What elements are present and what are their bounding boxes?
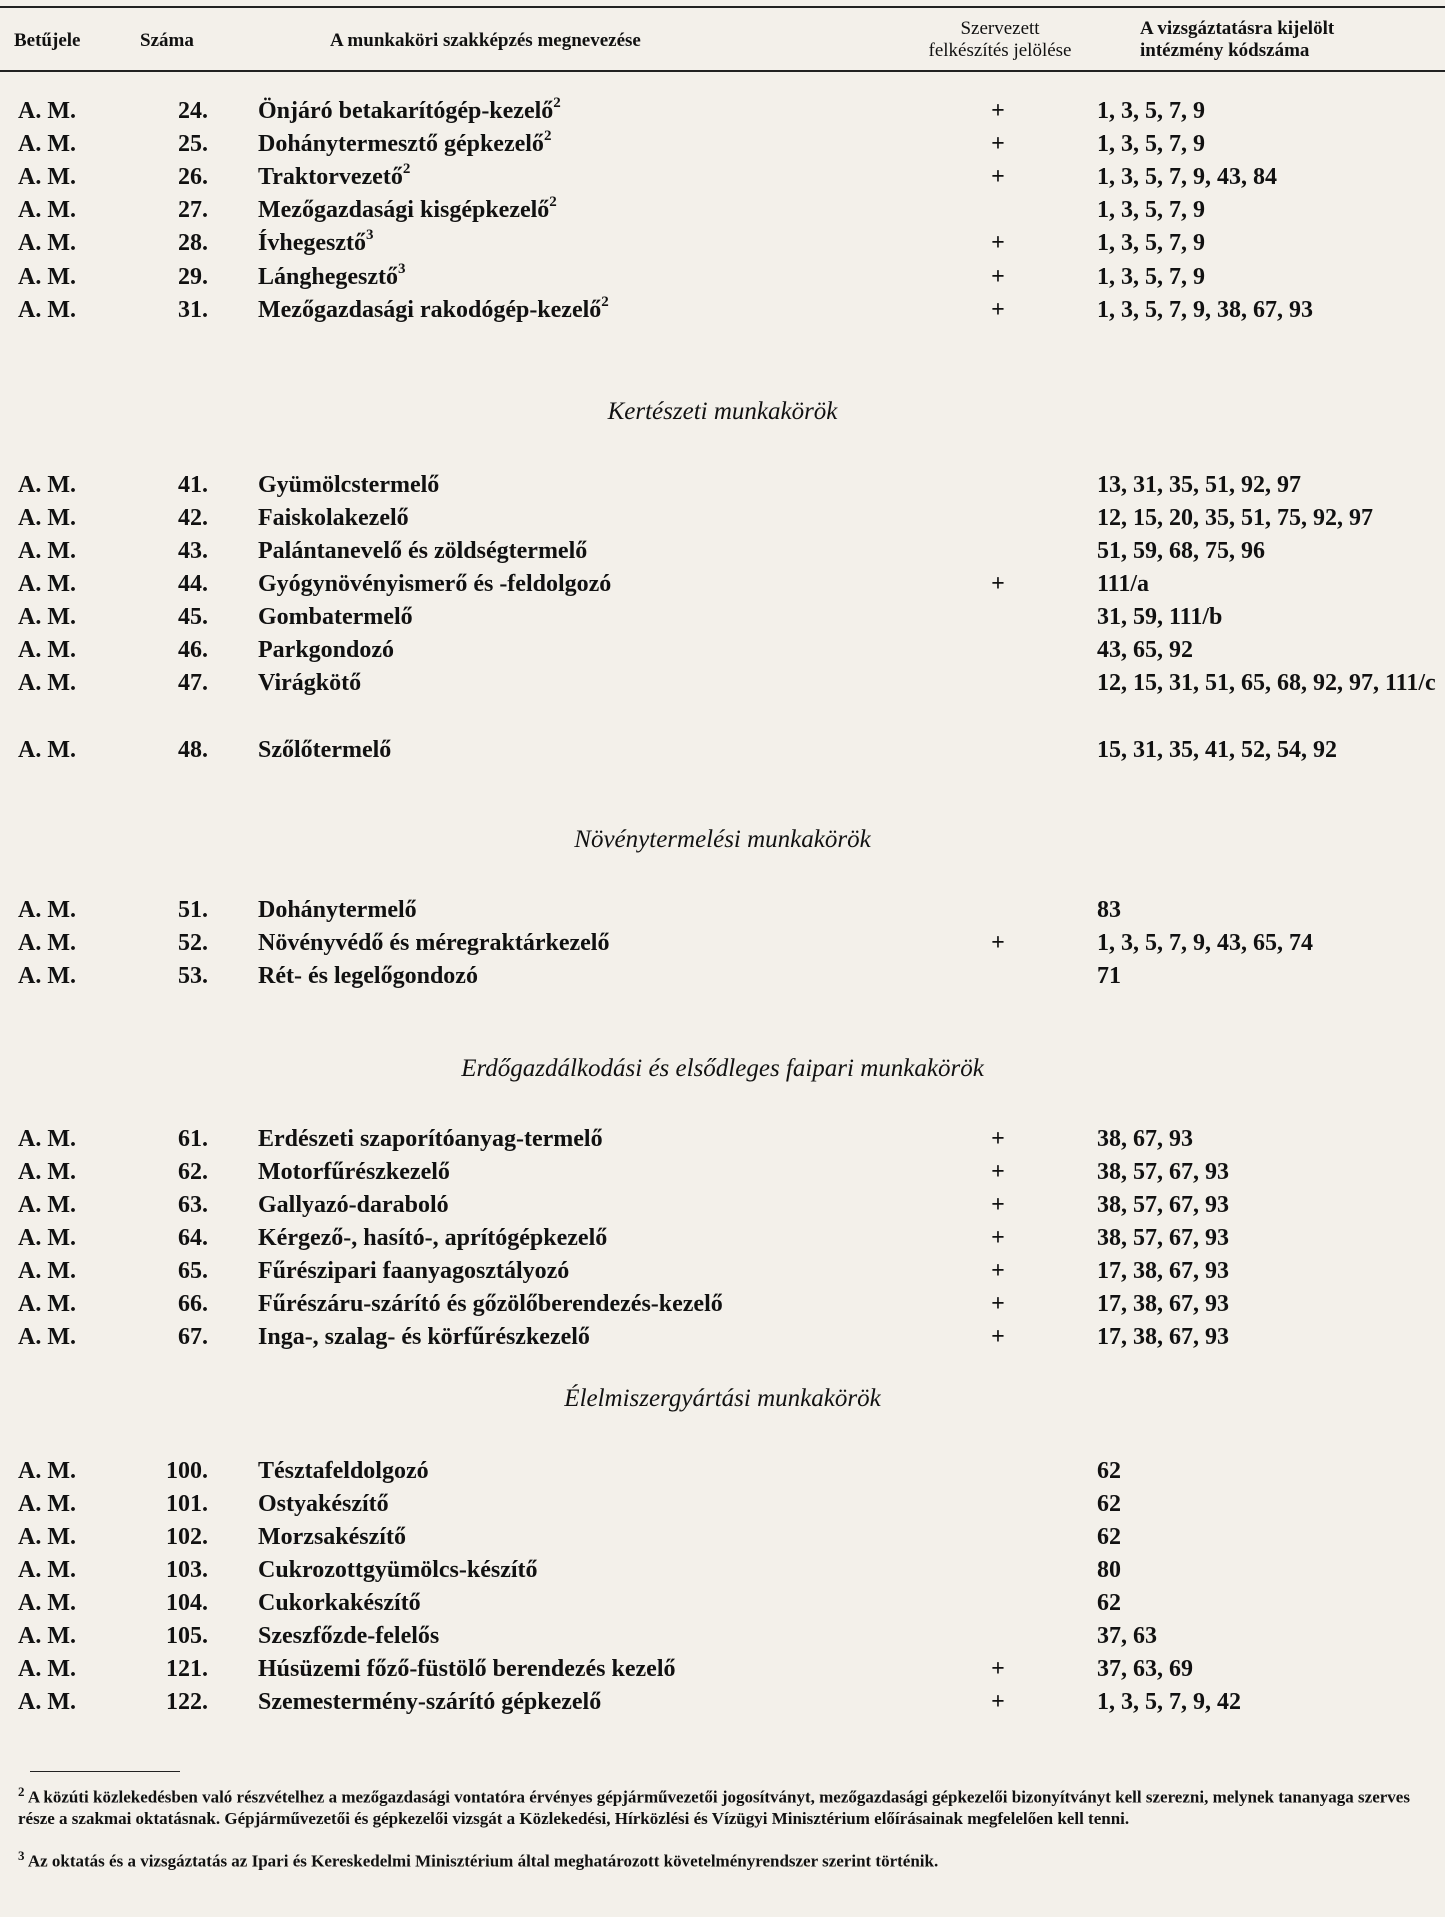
row-number: 62. <box>178 1159 208 1185</box>
row-institutions: 62 <box>1097 1458 1121 1484</box>
footnote-rule <box>30 1771 180 1772</box>
row-code: A. M. <box>18 1623 76 1649</box>
header-intezmeny-line1: A vizsgáztatásra kijelölt <box>1140 18 1335 39</box>
table-row <box>0 735 1445 765</box>
row-name: Dohánytermelő <box>258 897 417 923</box>
footnote-item <box>18 1845 1427 1872</box>
row-code: A. M. <box>18 98 76 124</box>
row-name-cell <box>258 96 561 126</box>
table-row <box>0 228 1445 258</box>
row-name-cell <box>258 635 394 665</box>
row-code: A. M. <box>18 963 76 989</box>
table-row <box>0 635 1445 665</box>
table-row <box>0 129 1445 159</box>
row-plus-mark: + <box>991 131 1005 157</box>
row-institutions: 17, 38, 67, 93 <box>1097 1258 1229 1284</box>
header-intezmeny <box>1140 18 1410 62</box>
row-institutions: 17, 38, 67, 93 <box>1097 1291 1229 1317</box>
row-code: A. M. <box>18 1590 76 1616</box>
row-name: Lánghegesztő <box>258 264 398 290</box>
row-plus-mark: + <box>991 1689 1005 1715</box>
table-row <box>0 1555 1445 1585</box>
row-institutions: 12, 15, 31, 51, 65, 68, 92, 97, 111/c <box>1097 670 1436 696</box>
footnote-mark: 2 <box>18 1784 25 1799</box>
row-number: 47. <box>178 670 208 696</box>
row-number: 42. <box>178 505 208 531</box>
row-number: 64. <box>178 1225 208 1251</box>
header-betujel: Betűjele <box>14 30 81 51</box>
row-name: Motorfűrészkezelő <box>258 1159 450 1185</box>
row-institutions: 38, 57, 67, 93 <box>1097 1225 1229 1251</box>
row-name: Szőlőtermelő <box>258 737 392 763</box>
row-code: A. M. <box>18 1689 76 1715</box>
row-name: Cukorkakészítő <box>258 1590 421 1616</box>
row-name-cell <box>258 1223 607 1253</box>
row-number: 29. <box>178 264 208 290</box>
row-plus-mark: + <box>991 1258 1005 1284</box>
row-institutions: 13, 31, 35, 51, 92, 97 <box>1097 472 1301 498</box>
row-name: Tésztafeldolgozó <box>258 1458 429 1484</box>
table-row <box>0 1687 1445 1717</box>
row-institutions: 37, 63 <box>1097 1623 1157 1649</box>
row-institutions: 1, 3, 5, 7, 9 <box>1097 197 1205 223</box>
row-code: A. M. <box>18 1159 76 1185</box>
footnote-ref: 3 <box>398 261 406 277</box>
row-plus-mark: + <box>991 264 1005 290</box>
table-row <box>0 1157 1445 1187</box>
row-name-cell <box>258 295 609 325</box>
row-name: Szemestermény-szárító gépkezelő <box>258 1689 602 1715</box>
row-name: Parkgondozó <box>258 637 395 663</box>
row-plus-mark: + <box>991 98 1005 124</box>
row-institutions: 71 <box>1097 963 1121 989</box>
row-number: 103. <box>166 1557 208 1583</box>
footnote-ref: 3 <box>365 227 374 243</box>
row-name-cell <box>258 1124 603 1154</box>
row-number: 102. <box>166 1524 208 1550</box>
row-plus-mark: + <box>991 297 1005 323</box>
row-name-cell <box>258 569 611 599</box>
row-name: Morzsakészítő <box>258 1524 406 1550</box>
header-megnevezes: A munkaköri szakképzés megnevezése <box>330 30 641 51</box>
row-plus-mark: + <box>991 571 1005 597</box>
row-plus-mark: + <box>991 1126 1005 1152</box>
row-number: 31. <box>178 297 208 323</box>
section-title: Élelmiszergyártási munkakörök <box>564 1385 881 1412</box>
table-row <box>0 1489 1445 1519</box>
footnote-ref: 2 <box>601 294 609 310</box>
row-code: A. M. <box>18 1458 76 1484</box>
row-name-cell <box>258 1555 538 1585</box>
table-row <box>0 1190 1445 1220</box>
table-row <box>0 262 1445 292</box>
row-number: 121. <box>166 1656 208 1682</box>
row-number: 45. <box>178 604 208 630</box>
section-title: Kertészeti munkakörök <box>607 398 838 425</box>
table-row <box>0 1522 1445 1552</box>
header-szama: Száma <box>140 30 194 51</box>
table-row <box>0 1621 1445 1651</box>
row-name: Gyümölcstermelő <box>258 472 440 498</box>
row-institutions: 31, 59, 111/b <box>1097 604 1223 630</box>
row-name-cell <box>258 162 410 192</box>
row-number: 100. <box>166 1458 208 1484</box>
row-name-cell <box>258 668 361 698</box>
row-code: A. M. <box>18 230 76 256</box>
row-name-cell <box>258 1654 675 1684</box>
footnote-mark: 3 <box>18 1848 25 1863</box>
row-name: Palántanevelő és zöldségtermelő <box>258 538 588 564</box>
row-institutions: 1, 3, 5, 7, 9 <box>1097 230 1205 256</box>
table-row <box>0 96 1445 126</box>
row-number: 53. <box>178 963 208 989</box>
row-name: Gallyazó-daraboló <box>258 1192 449 1218</box>
row-name-cell <box>258 1157 450 1187</box>
header-szervezett-line2: felkészítés jelölése <box>928 40 1072 61</box>
row-code: A. M. <box>18 297 76 323</box>
table-header <box>0 8 1445 68</box>
row-code: A. M. <box>18 197 76 223</box>
row-institutions: 62 <box>1097 1590 1121 1616</box>
table-row <box>0 895 1445 925</box>
row-code: A. M. <box>18 1291 76 1317</box>
table-row <box>0 1256 1445 1286</box>
row-name: Inga-, szalag- és körfűrészkezelő <box>258 1324 590 1350</box>
row-institutions: 15, 31, 35, 41, 52, 54, 92 <box>1097 737 1337 763</box>
row-institutions: 1, 3, 5, 7, 9, 43, 65, 74 <box>1097 930 1313 956</box>
row-name-cell <box>258 602 413 632</box>
row-name: Fűrészáru-szárító és gőzölőberendezés-kezelő <box>258 1291 723 1317</box>
table-row <box>0 1588 1445 1618</box>
row-name-cell <box>258 1190 449 1220</box>
table-row <box>0 668 1445 698</box>
row-code: A. M. <box>18 1225 76 1251</box>
row-code: A. M. <box>18 1524 76 1550</box>
row-institutions: 1, 3, 5, 7, 9, 38, 67, 93 <box>1097 297 1313 323</box>
row-number: 41. <box>178 472 208 498</box>
header-intezmeny-line2: intézmény kódszáma <box>1140 40 1310 61</box>
row-institutions: 1, 3, 5, 7, 9, 42 <box>1097 1689 1241 1715</box>
row-plus-mark: + <box>991 930 1005 956</box>
row-institutions: 62 <box>1097 1524 1121 1550</box>
row-number: 27. <box>178 197 208 223</box>
footnote-item <box>18 1781 1427 1829</box>
row-name-cell <box>258 470 439 500</box>
row-institutions: 17, 38, 67, 93 <box>1097 1324 1229 1350</box>
row-number: 24. <box>178 98 208 124</box>
footnote-text: A közúti közlekedésben való részvételhez a mezőgazdasági vontatóra érvényes gépjárművezetői jogosítványt, mezőgazdasági gépkezelői bizonyítványt kell szerezni, melynek tananyaga szerves része a szakmai oktatásnak. Gépjárművezetői és gépkezelői vizsgát a Közlekedési, Hírközlési és Vízügyi Minisztérium előírásainak megfelelően kell tenni. <box>18 1787 1410 1828</box>
row-code: A. M. <box>18 264 76 290</box>
row-name-cell <box>258 1256 569 1286</box>
table-row <box>0 1654 1445 1684</box>
row-number: 52. <box>178 930 208 956</box>
row-institutions: 1, 3, 5, 7, 9 <box>1097 98 1205 124</box>
row-code: A. M. <box>18 472 76 498</box>
row-number: 48. <box>178 737 208 763</box>
row-number: 105. <box>166 1623 208 1649</box>
row-code: A. M. <box>18 1656 76 1682</box>
row-code: A. M. <box>18 637 76 663</box>
row-number: 43. <box>178 538 208 564</box>
row-name: Önjáró betakarítógép-kezelő <box>258 98 554 124</box>
header-szervezett-line1: Szervezett <box>960 18 1040 39</box>
row-name-cell <box>258 1489 389 1519</box>
section-title: Erdőgazdálkodási és elsődleges faipari munkakörök <box>461 1055 984 1082</box>
row-name: Faiskolakezelő <box>258 505 409 531</box>
row-plus-mark: + <box>991 1291 1005 1317</box>
row-code: A. M. <box>18 131 76 157</box>
footnote-ref: 2 <box>549 194 557 210</box>
row-name-cell <box>258 1289 723 1319</box>
row-name-cell <box>258 262 406 292</box>
row-name-cell <box>258 895 417 925</box>
table-row <box>0 569 1445 599</box>
row-code: A. M. <box>18 737 76 763</box>
row-name: Dohánytermesztő gépkezelő <box>258 131 544 157</box>
table-row <box>0 1223 1445 1253</box>
row-institutions: 43, 65, 92 <box>1097 637 1193 663</box>
row-name: Szeszfőzde-felelős <box>258 1623 440 1649</box>
row-name-cell <box>258 1522 406 1552</box>
row-number: 46. <box>178 637 208 663</box>
row-name-cell <box>258 129 551 159</box>
row-name-cell <box>258 1456 429 1486</box>
row-number: 26. <box>178 164 208 190</box>
row-institutions: 62 <box>1097 1491 1121 1517</box>
row-name: Rét- és legelőgondozó <box>258 963 478 989</box>
row-institutions: 80 <box>1097 1557 1121 1583</box>
row-name-cell <box>258 1687 601 1717</box>
section-title: Növénytermelési munkakörök <box>574 826 871 853</box>
row-name: Növényvédő és méregraktárkezelő <box>258 930 610 956</box>
row-number: 51. <box>178 897 208 923</box>
row-institutions: 12, 15, 20, 35, 51, 75, 92, 97 <box>1097 505 1373 531</box>
row-number: 66. <box>178 1291 208 1317</box>
row-number: 65. <box>178 1258 208 1284</box>
row-name: Virágkötő <box>258 670 362 696</box>
row-name-cell <box>258 928 609 958</box>
table-row <box>0 1289 1445 1319</box>
row-number: 101. <box>166 1491 208 1517</box>
footnote-text: Az oktatás és a vizsgáztatás az Ipari és Kereskedelmi Minisztérium által meghatározott követelményrendszer szerint történik. <box>27 1851 939 1871</box>
row-institutions: 1, 3, 5, 7, 9, 43, 84 <box>1097 164 1277 190</box>
row-code: A. M. <box>18 1192 76 1218</box>
row-number: 122. <box>166 1689 208 1715</box>
row-plus-mark: + <box>991 1656 1005 1682</box>
row-plus-mark: + <box>991 164 1005 190</box>
table-row <box>0 162 1445 192</box>
row-plus-mark: + <box>991 1324 1005 1350</box>
row-plus-mark: + <box>991 230 1005 256</box>
row-name: Erdészeti szaporítóanyag-termelő <box>258 1126 603 1152</box>
table-row <box>0 536 1445 566</box>
row-institutions: 51, 59, 68, 75, 96 <box>1097 538 1265 564</box>
row-name-cell <box>258 961 478 991</box>
row-institutions: 37, 63, 69 <box>1097 1656 1193 1682</box>
row-number: 63. <box>178 1192 208 1218</box>
row-name: Cukrozottgyümölcs-készítő <box>258 1557 538 1583</box>
row-code: A. M. <box>18 930 76 956</box>
row-plus-mark: + <box>991 1159 1005 1185</box>
footnote-ref: 2 <box>543 128 552 144</box>
table-row <box>0 961 1445 991</box>
row-code: A. M. <box>18 604 76 630</box>
header-szervezett <box>905 18 1095 62</box>
row-code: A. M. <box>18 1557 76 1583</box>
table-row <box>0 1322 1445 1352</box>
row-name: Gombatermelő <box>258 604 413 630</box>
row-institutions: 83 <box>1097 897 1121 923</box>
header-rule <box>0 70 1445 72</box>
row-name: Ívhegesztő <box>258 230 366 256</box>
row-number: 44. <box>178 571 208 597</box>
row-number: 25. <box>178 131 208 157</box>
row-name: Kérgező-, hasító-, aprítógépkezelő <box>258 1225 608 1251</box>
row-institutions: 1, 3, 5, 7, 9 <box>1097 264 1205 290</box>
row-name: Fűrészipari faanyagosztályozó <box>258 1258 570 1284</box>
row-code: A. M. <box>18 670 76 696</box>
table-row <box>0 195 1445 225</box>
footnote-ref: 2 <box>553 95 561 111</box>
row-code: A. M. <box>18 571 76 597</box>
table-row <box>0 503 1445 533</box>
row-name-cell <box>258 195 557 225</box>
row-code: A. M. <box>18 1491 76 1517</box>
row-name-cell <box>258 536 587 566</box>
row-name: Ostyakészítő <box>258 1491 389 1517</box>
row-code: A. M. <box>18 1258 76 1284</box>
row-name: Mezőgazdasági rakodógép-kezelő <box>258 297 602 323</box>
row-number: 61. <box>178 1126 208 1152</box>
row-code: A. M. <box>18 1324 76 1350</box>
row-code: A. M. <box>18 897 76 923</box>
row-institutions: 111/a <box>1097 571 1150 597</box>
row-code: A. M. <box>18 164 76 190</box>
row-name: Mezőgazdasági kisgépkezelő <box>258 197 550 223</box>
row-name-cell <box>258 1588 421 1618</box>
row-code: A. M. <box>18 505 76 531</box>
footnote-ref: 2 <box>402 161 411 177</box>
row-name-cell <box>258 735 391 765</box>
row-code: A. M. <box>18 1126 76 1152</box>
row-name-cell <box>258 1322 590 1352</box>
row-institutions: 38, 57, 67, 93 <box>1097 1192 1229 1218</box>
row-name-cell <box>258 228 373 258</box>
table-row <box>0 470 1445 500</box>
row-name: Gyógynövényismerő és -feldolgozó <box>258 571 612 597</box>
table-row <box>0 1124 1445 1154</box>
row-institutions: 38, 57, 67, 93 <box>1097 1159 1229 1185</box>
row-code: A. M. <box>18 538 76 564</box>
row-plus-mark: + <box>991 1225 1005 1251</box>
row-number: 28. <box>178 230 208 256</box>
table-row <box>0 1456 1445 1486</box>
row-plus-mark: + <box>991 1192 1005 1218</box>
row-name: Traktorvezető <box>258 164 403 190</box>
row-number: 104. <box>166 1590 208 1616</box>
row-name: Húsüzemi főző-füstölő berendezés kezelő <box>258 1656 676 1682</box>
row-name-cell <box>258 503 409 533</box>
row-institutions: 1, 3, 5, 7, 9 <box>1097 131 1205 157</box>
row-institutions: 38, 67, 93 <box>1097 1126 1193 1152</box>
table-row <box>0 928 1445 958</box>
table-row <box>0 602 1445 632</box>
row-number: 67. <box>178 1324 208 1350</box>
table-row <box>0 295 1445 325</box>
row-name-cell <box>258 1621 439 1651</box>
